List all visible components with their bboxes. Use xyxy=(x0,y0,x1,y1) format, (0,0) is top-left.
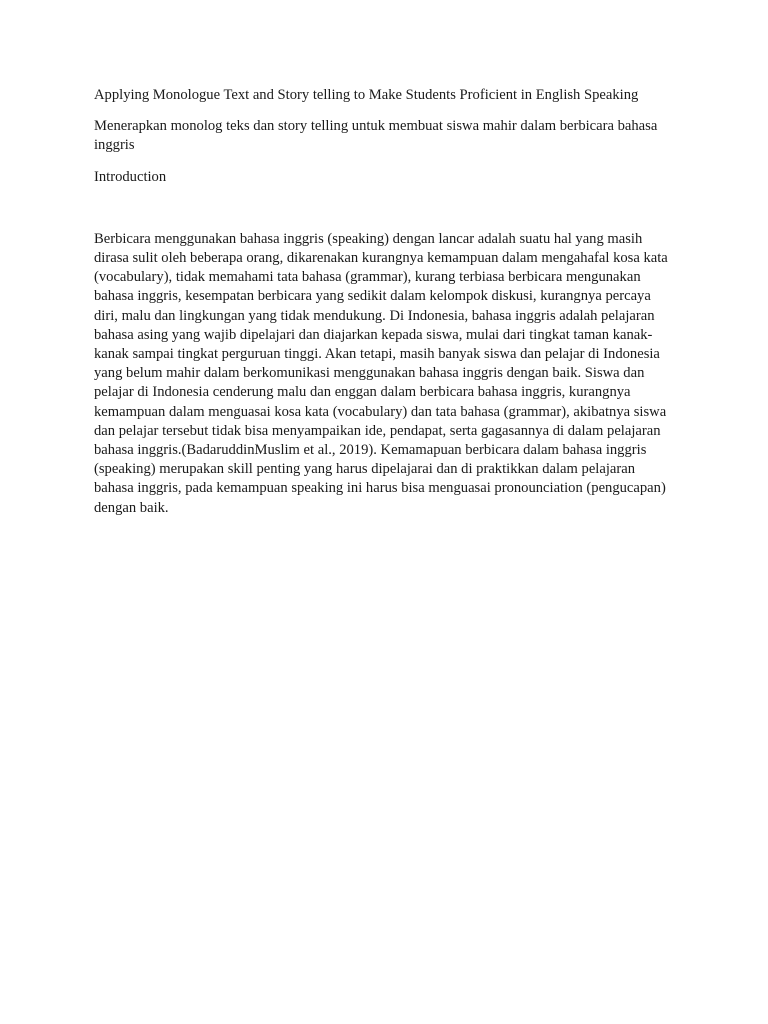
document-title: Applying Monologue Text and Story telling to Make Students Proficient in English Speaking xyxy=(94,87,639,103)
section-heading-introduction: Introduction xyxy=(94,168,167,185)
document-subtitle: Menerapkan monolog teks dan story telling untuk membuat siswa mahir dalam berbicara bahasa inggris xyxy=(94,118,658,154)
document-content xyxy=(94,86,676,518)
introduction-paragraph: Berbicara menggunakan bahasa inggris (speaking) dengan lancar adalah suatu hal yang masih dirasa sulit oleh beberapa orang, dikarenakan kurangnya kemampuan dalam mengahafal kosa kata (vocabulary), tidak memahami tata bahasa (grammar), kurang terbiasa berbicara mengunakan bahasa inggris, kesempatan berbicara yang sedikit dalam kelompok diskusi, kurangnya percaya diri, malu dan lingkungan yang tidak mendukung. Di Indonesia, bahasa inggris adalah pelajaran bahasa asing yang wajib dipelajari dan diajarkan kepada siswa, mulai dari tingkat taman kanak-kanak sampai tingkat perguruan tinggi. Akan tetapi, masih banyak siswa dan pelajar di Indonesia yang belum mahir dalam berkomunikasi menggunakan bahasa inggris dengan baik. Siswa dan pelajar di Indonesia cenderung malu dan enggan dalam berbicara bahasa inggris, kurangnya kemampuan dalam menguasai kosa kata (vocabulary) dan tata bahasa (grammar), akibatnya siswa dan pelajar tersebut tidak bisa menyampaikan ide, pendapat, serta gagasannya di dalam pelajaran bahasa inggris.(BadaruddinMuslim et al., 2019). Kemamapuan berbicara dalam bahasa inggris (speaking) merupakan skill penting yang harus dipelajarai dan di praktikkan dalam pelajaran bahasa inggris, pada kemampuan speaking ini harus bisa menguasai pronounciation (pengucapan) dengan baik. xyxy=(94,230,668,516)
